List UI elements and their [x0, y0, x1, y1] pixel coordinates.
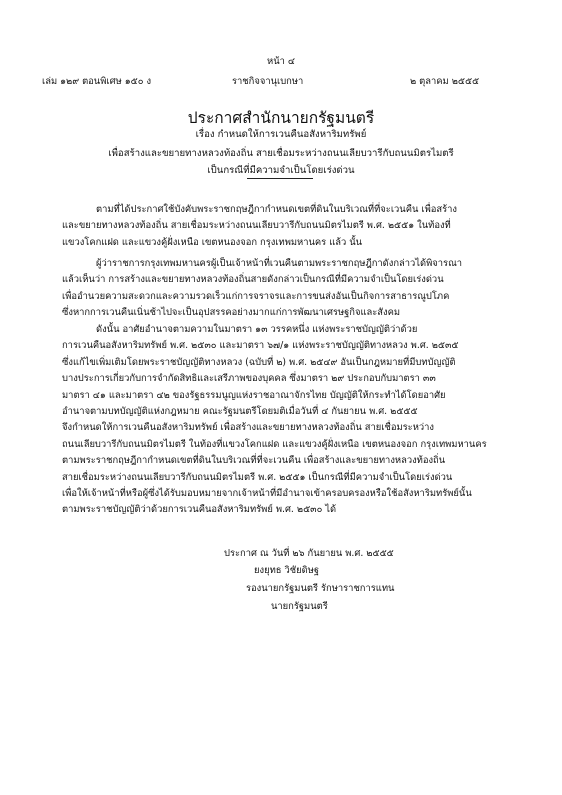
publication-date: ๒ ตุลาคม ๒๕๕๕	[410, 76, 480, 87]
subject-line-2: เพื่อสร้างและขยายทางหลวงท้องถิ่น สายเชื่อมระหว่างถนนเลียบวารีกับถนนมิตรไมตรี	[108, 148, 454, 159]
p3-line: สายเชื่อมระหว่างถนนเลียบวารีกับถนนมิตรไมตรี พ.ศ. ๒๕๕๑ เป็นกรณีที่มีความจำเป็นโดยเร่งด่วน	[62, 471, 453, 483]
signatory-name: ยงยุทธ วิชัยดิษฐ	[254, 565, 320, 576]
gazette-name: ราชกิจจานุเบกษา	[232, 76, 304, 87]
paragraph-2	[62, 256, 497, 322]
gazette-header	[42, 74, 532, 88]
p2-line: ผู้ว่าราชการกรุงเทพมหานครผู้เป็นเจ้าหน้าที่เวนคืนตามพระราชกฤษฎีกาดังกล่าวได้พิจารณา	[96, 258, 463, 269]
signatory-position-2: นายกรัฐมนตรี	[271, 601, 328, 612]
p3-line: ถนนเลียบวารีกับถนนมิตรไมตรี ในท้องที่แขวงโคกแฝด และแขวงคู้ฝั่งเหนือ เขตหนองจอก กรุงเทพมหานคร	[62, 438, 487, 450]
announcement-date: ประกาศ ณ วันที่ ๒๖ กันยายน พ.ศ. ๒๕๕๕	[224, 548, 394, 559]
p3-line: ซึ่งแก้ไขเพิ่มเติมโดยพระราชบัญญัติทางหลวง (ฉบับที่ ๒) พ.ศ. ๒๕๔๙ อันเป็นกฎหมายที่มีบทบัญญัติ	[62, 356, 456, 368]
p3-line: การเวนคืนอสังหาริมทรัพย์ พ.ศ. ๒๕๓๐ และมาตรา ๖๗/๑ แห่งพระราชบัญญัติทางหลวง พ.ศ. ๒๕๓๕	[62, 340, 459, 352]
p3-line: ดังนั้น อาศัยอำนาจตามความในมาตรา ๑๓ วรรคหนึ่ง แห่งพระราชบัญญัติว่าด้วย	[96, 324, 418, 335]
subject-line-1: เรื่อง กำหนดให้การเวนคืนอสังหาริมทรัพย์	[195, 129, 367, 140]
p2-line: ซึ่งหากการเวนคืนเนิ่นช้าไปจะเป็นอุปสรรคอย่างมากแก่การพัฒนาเศรษฐกิจและสังคม	[62, 307, 401, 319]
p3-line: จึงกำหนดให้การเวนคืนอสังหาริมทรัพย์ เพื่อสร้างและขยายทางหลวงท้องถิ่น สายเชื่อมระหว่าง	[62, 422, 434, 434]
subject-line-3: เป็นกรณีที่มีความจำเป็นโดยเร่งด่วน	[207, 165, 355, 176]
paragraph-3	[62, 322, 497, 519]
page-number: หน้า ๔	[267, 56, 295, 67]
p3-line: ตามพระราชบัญญัติว่าด้วยการเวนคืนอสังหาริมทรัพย์ พ.ศ. ๒๕๓๐ ได้	[62, 504, 337, 516]
paragraph-1	[62, 202, 497, 251]
p2-line: เพื่ออำนวยความสะดวกและความรวดเร็วแก่การจราจรและการขนส่งอันเป็นกิจการสาธารณูปโภค	[62, 290, 450, 302]
announcement-title: ประกาศสำนักนายกรัฐมนตรี	[187, 109, 375, 127]
volume-issue: เล่ม ๑๒๙ ตอนพิเศษ ๑๕๐ ง	[42, 76, 152, 87]
p3-line: อำนาจตามบทบัญญัติแห่งกฎหมาย คณะรัฐมนตรีโดยมติเมื่อวันที่ ๔ กันยายน พ.ศ. ๒๕๕๕	[62, 406, 418, 418]
p2-line: แล้วเห็นว่า การสร้างและขยายทางหลวงท้องถิ่นสายดังกล่าวเป็นกรณีที่มีความจำเป็นโดยเร่งด่วน	[62, 274, 444, 286]
title-divider	[247, 178, 313, 179]
p1-line: แขวงโคกแฝด และแขวงคู้ฝั่งเหนือ เขตหนองจอก กรุงเทพมหานคร แล้ว นั้น	[62, 236, 363, 248]
p3-line: เพื่อให้เจ้าหน้าที่หรือผู้ซึ่งได้รับมอบหมายจากเจ้าหน้าที่มีอำนาจเข้าครอบครองหรือใช้อสังหาริมทรัพย์นั้น	[62, 488, 472, 500]
p3-line: มาตรา ๔๑ และมาตรา ๔๒ ของรัฐธรรมนูญแห่งราชอาณาจักรไทย บัญญัติให้กระทำได้โดยอาศัย	[62, 389, 446, 401]
p1-line: และขยายทางหลวงท้องถิ่น สายเชื่อมระหว่างถนนเลียบวารีกับถนนมิตรไมตรี พ.ศ. ๒๕๕๑ ในท้องที่	[62, 220, 451, 232]
signatory-position-1: รองนายกรัฐมนตรี รักษาราชการแทน	[246, 583, 395, 594]
p1-line: ตามที่ได้ประกาศใช้บังคับพระราชกฤษฎีกากำหนดเขตที่ดินในบริเวณที่ที่จะเวนคืน เพื่อสร้าง	[96, 204, 457, 215]
p3-line: บางประการเกี่ยวกับการจำกัดสิทธิและเสรีภาพของบุคคล ซึ่งมาตรา ๒๙ ประกอบกับมาตรา ๓๓	[62, 373, 436, 385]
p3-line: ตามพระราชกฤษฎีกากำหนดเขตที่ดินในบริเวณที่ที่จะเวนคืน เพื่อสร้างและขยายทางหลวงท้องถิ่น	[62, 455, 446, 467]
